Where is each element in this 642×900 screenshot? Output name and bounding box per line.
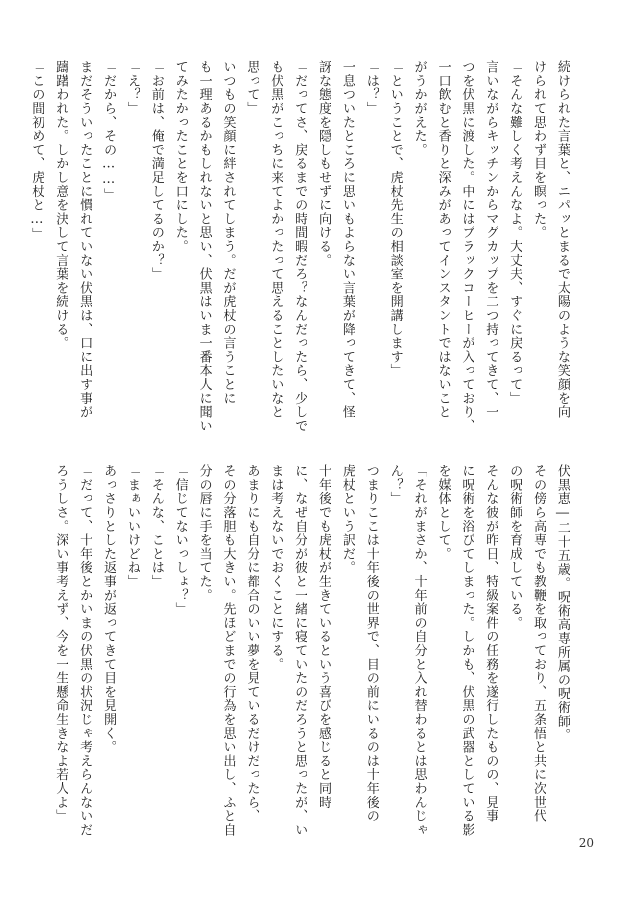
text-column: 「は？」 [363, 60, 379, 116]
text-column: あっさりとした返事が返ってきて目を見開く。 [101, 464, 117, 754]
text-column: 「え？」 [124, 60, 140, 116]
text-column: 「だって、十年後とかいまの伏黒の状況じゃ考えらんないだ [77, 464, 93, 837]
text-column: がうかがえた。 [411, 60, 427, 157]
text-column: 伏黒恵―二十五歳。呪術高専所属の呪術師。 [555, 464, 570, 742]
lower-text-block [53, 464, 570, 859]
text-column: その分落胆も大きい。先ほどまでの行為を思い出し、ふと自 [220, 464, 236, 837]
text-column: てみたかったことを口にした。 [172, 60, 188, 254]
upper-text-block [29, 60, 570, 455]
text-column: 「信じてないっしょ？」 [172, 464, 188, 616]
text-column: ん？」 [387, 464, 403, 506]
text-column: あまりにも自分に都合のいい夢を見ているだけだったら、 [244, 464, 260, 823]
text-column: まは考えないでおくことにする。 [268, 464, 284, 671]
text-column: 言いながらキッチンからマグカップを二つ持ってきて、一 [483, 60, 499, 419]
text-column: ろうしさ。深い事考えず、今を一生懸命生きなよ若人よ」 [53, 464, 69, 823]
text-column: そんな彼が昨日、特級案件の任務を遂行したものの、見事 [483, 464, 499, 823]
page-number: 20 [578, 836, 594, 850]
text-column: 「ということで、虎杖先生の相談室を開講します」 [387, 60, 403, 378]
text-column: 「そんな、ことは」 [148, 464, 164, 589]
text-column: 思って」 [244, 60, 260, 116]
text-column: を媒体として。 [435, 464, 451, 561]
text-column: 十年後でも虎杖が生きているという喜びを感じると同時 [316, 464, 332, 809]
text-column: 一口飲むと香りと深みがあってインスタントではないこと [435, 60, 451, 419]
text-column: 「だってさ、戻るまでの時間暇だろ？なんだったら、少しで [292, 60, 308, 433]
text-column: まだそういったことに慣れていない伏黒は、口に出す事が [77, 60, 93, 419]
text-column: 一息ついたところに思いもよらない言葉が降ってきて、怪 [339, 60, 355, 419]
text-column: に呪術を浴びてしまった。しかも、伏黒の武器としている影 [459, 464, 475, 837]
text-column: も伏黒がこっちに来てよかったって思えることしたいなと [268, 60, 284, 419]
text-column: 分の唇に手を当てた。 [196, 464, 212, 602]
text-column: も一理あるかもしれないと思い、伏黒はいま一番本人に聞い [196, 60, 212, 433]
text-column: その傍ら高専でも教鞭を取っており、五条悟と共に次世代 [531, 464, 547, 823]
text-column: いつもの笑顔に絆されてしまう。だが虎杖の言うことに [220, 60, 236, 405]
text-column: 躊躇われた。しかし意を決して言葉を続ける。 [53, 60, 69, 350]
text-column: 「そんな難しく考えんなよ。大丈夫、すぐに戻るって」 [507, 60, 523, 405]
text-column: 「それがまさか、十年前の自分と入れ替わるとは思わんじゃ [411, 464, 427, 837]
text-column: 「お前は、俺で満足してるのか？」 [148, 60, 164, 281]
text-column: つまりここは十年後の世界で、目の前にいるのは十年後の [363, 464, 379, 823]
text-column: 「だから、その……」 [101, 60, 117, 202]
text-column: 訝な態度を隠しもせずに向ける。 [316, 60, 332, 267]
text-column: 虎杖という訳だ。 [339, 464, 355, 575]
text-column: 「まぁいいけどね」 [124, 464, 140, 589]
text-column: に、なぜ自分が彼と一緒に寝ていたのだろうと思ったが、い [292, 464, 308, 837]
text-column: 「この間初めて、虎杖と…」 [29, 60, 45, 242]
text-column: けられて思わず目を瞑った。 [531, 60, 547, 240]
text-column: つを伏黒に渡した。中にはブラックコーヒーが入っており、 [459, 60, 475, 433]
text-column: 続けられた言葉と、ニパッとまるで太陽のような笑顔を向 [555, 60, 570, 419]
text-column: の呪術師を育成している。 [507, 464, 523, 630]
